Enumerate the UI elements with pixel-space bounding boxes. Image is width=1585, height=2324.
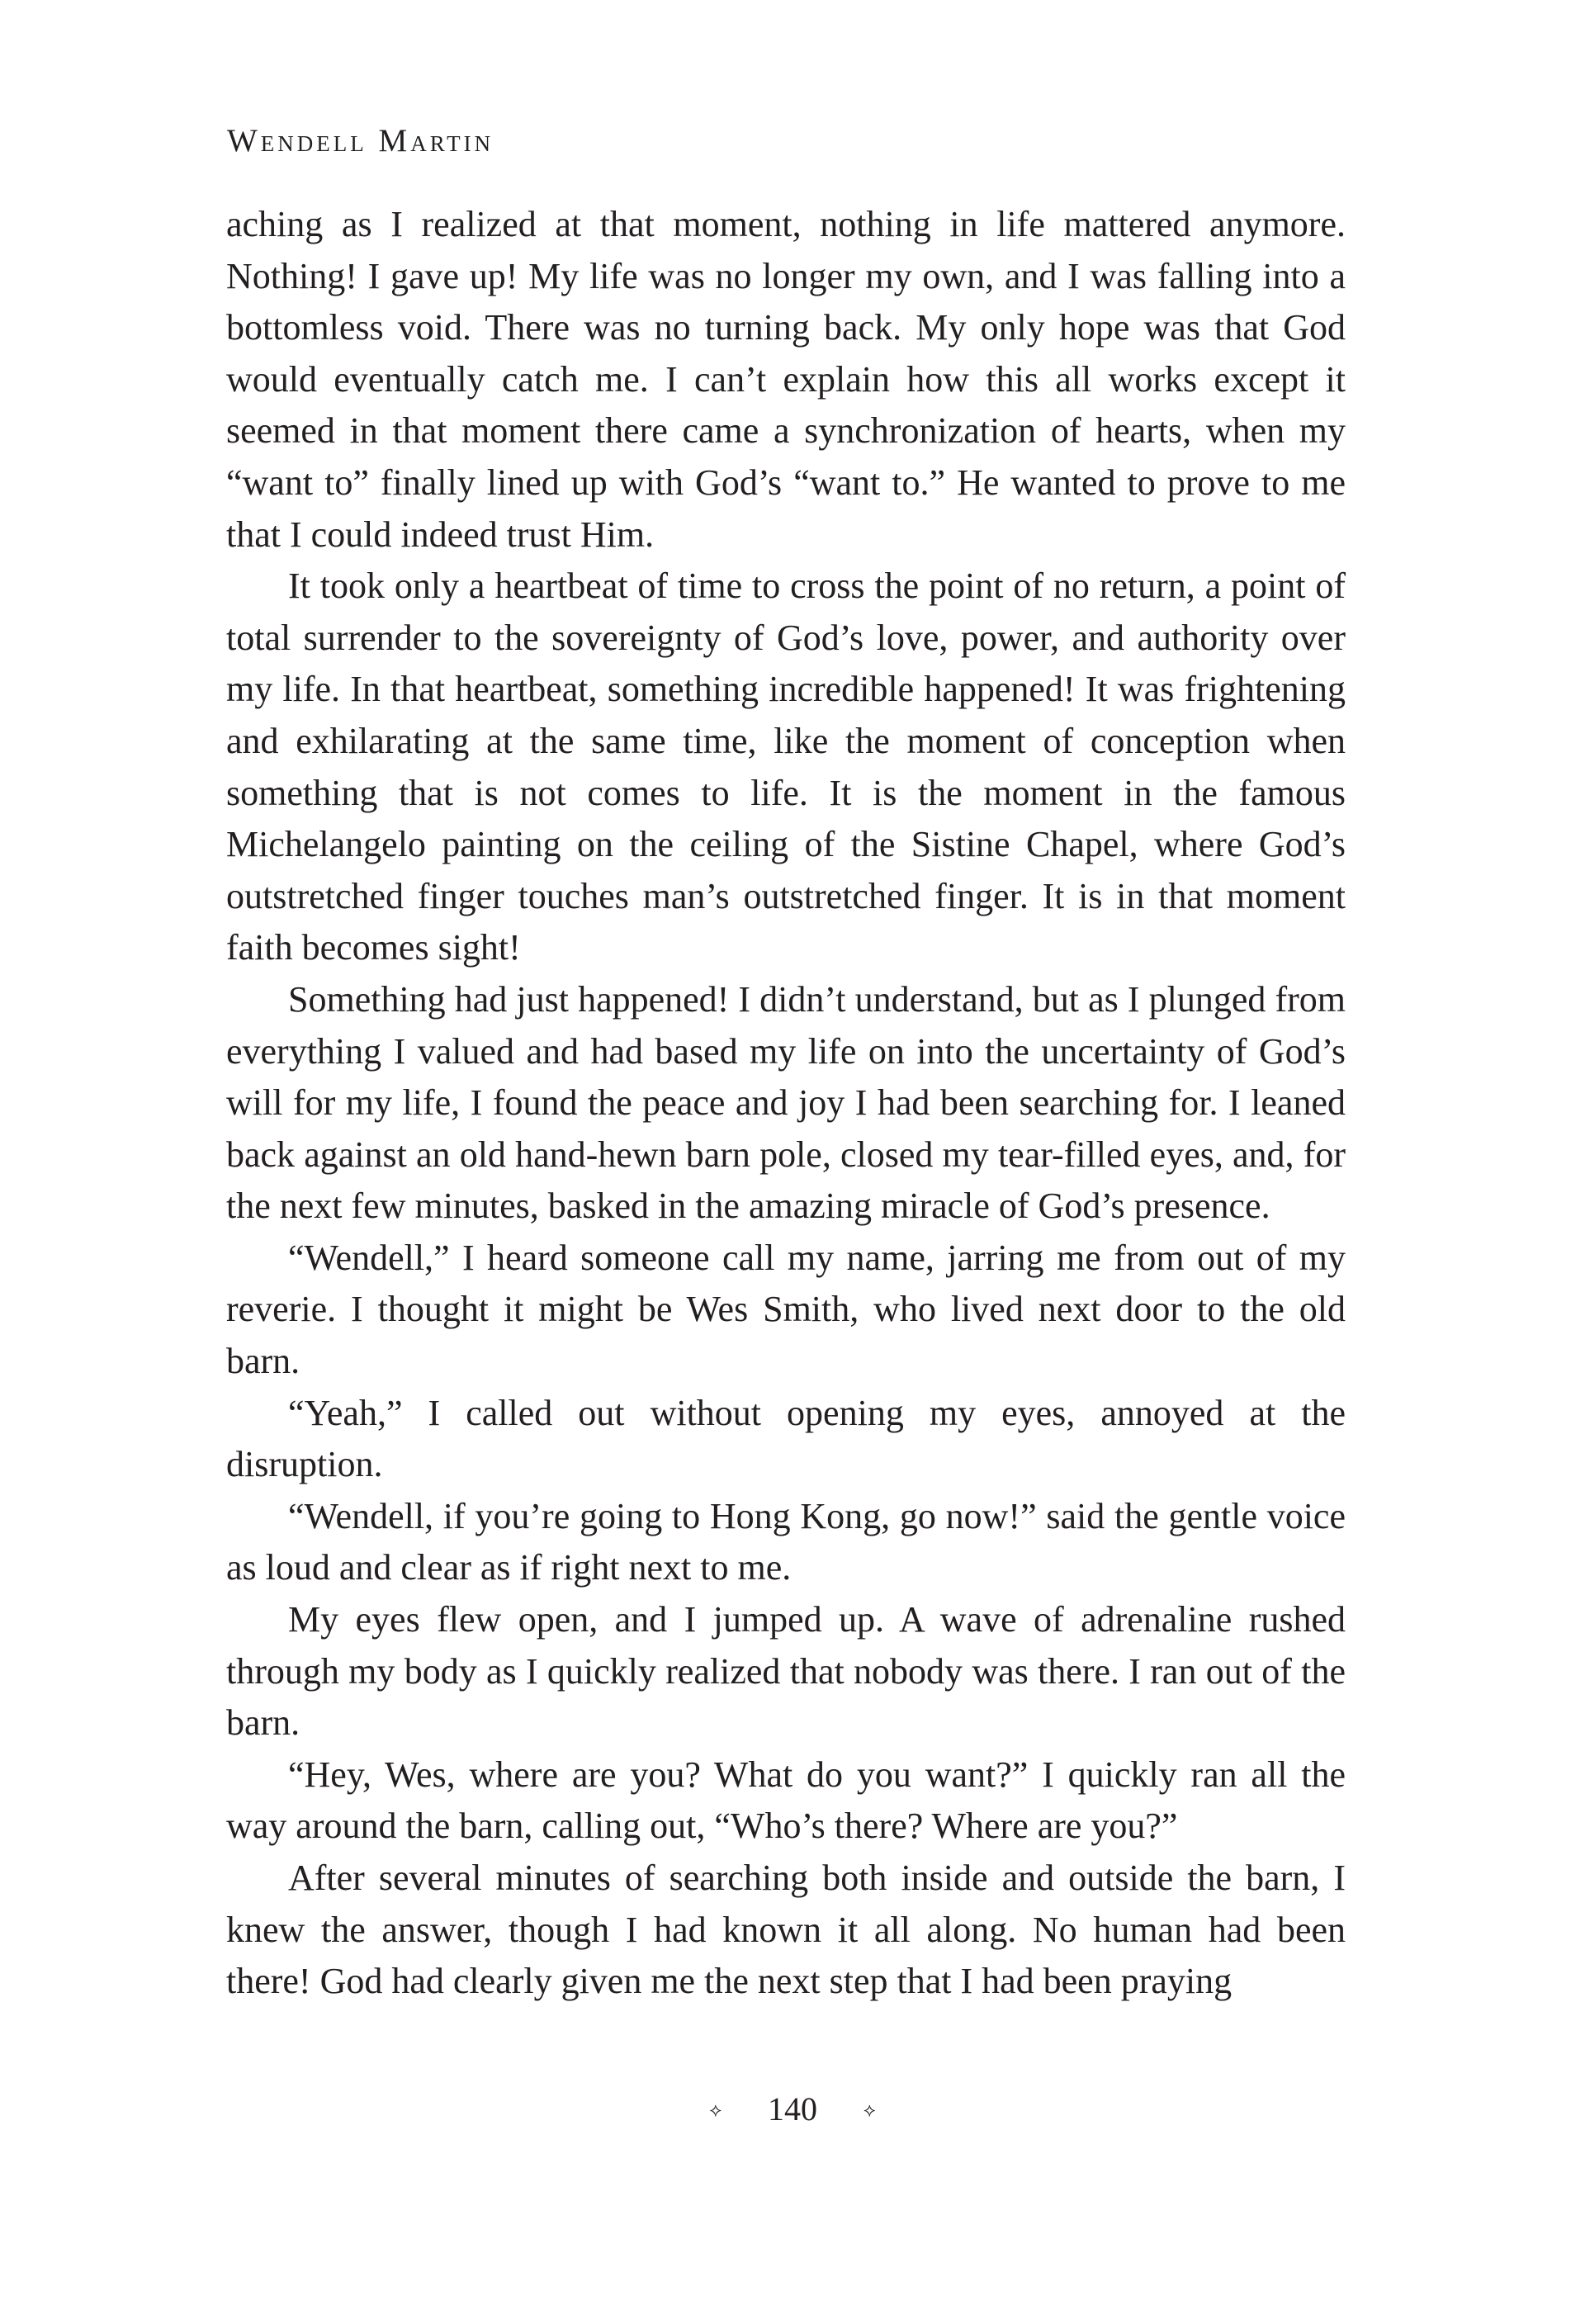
paragraph-3: Something had just happened! I didn’t understand, but as I plunged from everything I valued and had based my life on into the uncertainty of God’s will for my life, I found the peace and joy I had been searching for. I leaned back against an old hand-hewn barn pole, closed my tear-filled eyes, and, for the next few minutes, basked in the amazing miracle of God’s presence. [226, 978, 1346, 1227]
paragraph-2: It took only a heartbeat of time to cross the point of no return, a point of total surrender to the sovereignty of God’s love, power, and authority over my life. In that heartbeat, something incredible happened! It was frightening and exhilarating at the same time, like the moment of conception when something that is not comes to life. It is the moment in the famous Michelangelo painting on the ceiling of the Sistine Chapel, where God’s outstretched finger touches man’s outstretched finger. It is in that moment faith becomes sight! [226, 566, 1346, 968]
paragraph-7: My eyes flew open, and I jumped up. A wave of adrenaline rushed through my body as I quickly realized that nobody was there. I ran out of the barn. [226, 1599, 1346, 1744]
paragraph-6: “Wendell, if you’re going to Hong Kong, go now!” said the gentle voice as loud and clear as if right next to me. [226, 1495, 1346, 1588]
paragraph-4: “Wendell,” I heard someone call my name, jarring me from out of my reverie. I thought it might be Wes Smith, who lived next door to the old barn. [226, 1237, 1346, 1382]
body-text [226, 199, 1346, 2008]
paragraph-8: “Hey, Wes, where are you? What do you want?” I quickly ran all the way around the barn, calling out, “Who’s there? Where are you?” [226, 1754, 1346, 1847]
paragraph-9: After several minutes of searching both inside and outside the barn, I knew the answer, though I had known it all along. No human had been there! God had clearly given me the next step that I had been praying [226, 1858, 1346, 2002]
page-number: 140 [768, 2090, 817, 2128]
folio [0, 2090, 1585, 2128]
paragraph-1: aching as I realized at that moment, nothing in life mattered anymore. Nothing! I gave up! My life was no longer my own, and I was falling into a bottomless void. There was no turning back. My only hope was that God would eventually catch me. I can’t explain how this all works except it seemed in that moment there came a synchronization of hearts, when my “want to” finally lined up with God’s “want to.” He wanted to prove to me that I could indeed trust Him. [226, 204, 1346, 555]
running-head: Wendell Martin [227, 123, 494, 159]
paragraph-5: “Yeah,” I called out without opening my eyes, annoyed at the disruption. [226, 1392, 1346, 1485]
ornament-right-icon: ⟡ [863, 2099, 876, 2120]
ornament-left-icon: ⟡ [709, 2099, 722, 2120]
